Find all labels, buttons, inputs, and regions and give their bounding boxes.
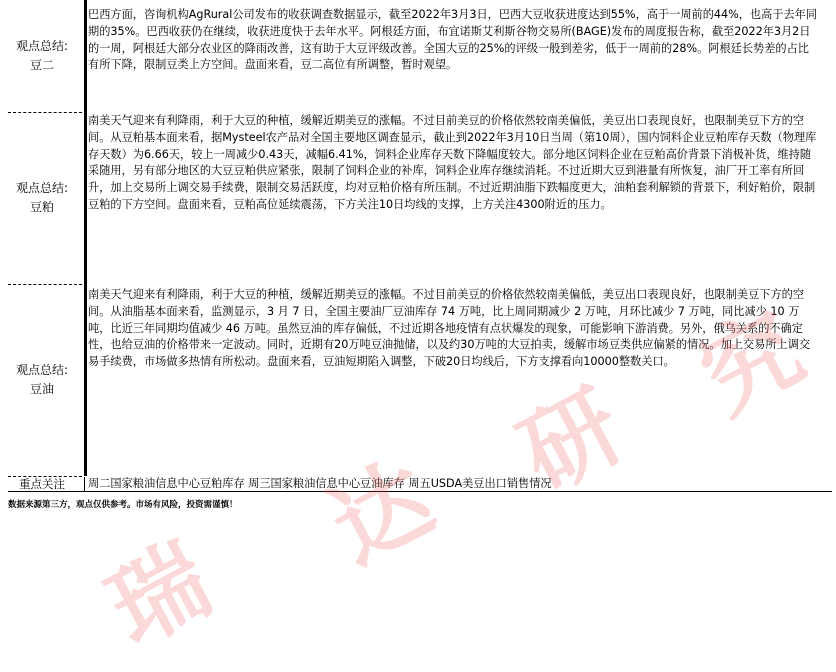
row-content: 南美天气迎来有利降雨，利于大豆的种植，缓解近期美豆的涨幅。不过目前美豆的价格依然较南美偏低，美豆出口表现良好，也限制美豆下方的空间。从豆粕基本面来看，据Mysteel农产品对全国主要地区调查显示，截止到2022年3月10日当周（第10周），国内饲料企业豆粕库存天数（物理库存天数）为6.66天，较上一周减少0.43天，减幅6.41%，饲料企业库存天数下降幅度较大。部分地区饲料企业在豆粕高价背景下消极补货，维持随采随用，另有部分地区的大豆豆粕供应紧张，限制了饲料企业的补库，饲料企业库存继续消耗。不过近期大豆到港量有所恢复，油厂开工率有所回升，加上交易所上调交易手续费，限制交易活跃度，均对豆粕价格有所压制。不过近期油脂下跌幅度更大，油粕套利解锁的背景下，利好粕价，限制豆粕的下方空间。盘面来看，豆粕高位延续震荡，下方关注10日均线的支撑，上方关注4300附近的压力。 [88,114,817,211]
row-label [0,284,84,476]
watermark-char: 究 [682,290,821,436]
label-line1: 观点总结: [15,363,69,377]
label-line1: 观点总结: [15,39,69,53]
row-separator [8,284,82,285]
label-line2: 豆二 [29,58,54,72]
label-line1: 重点关注 [19,476,65,491]
label-line1: 观点总结: [15,181,69,195]
row-label [0,0,84,112]
table-bottom-border [8,491,832,492]
label-line2: 豆油 [29,382,54,396]
row-content: 周二国家粮油信息中心豆粕库存 周三国家粮油信息中心豆油库存 周五USDA美豆出口销售情况 [88,477,552,490]
row-content: 巴西方面，咨询机构AgRural公司发布的收获调查数据显示，截至2022年3月3日，巴西大豆收获进度达到55%，高于一周前的44%，也高于去年同期的35%。巴西收获仍在继续，收获进度快于去年水平。阿根廷方面，布宜诺斯艾利斯谷物交易所(BAGE)发布的周度报告称，截至2022年3月2日的一周，阿根廷大部分农业区的降雨改善，这有助于大豆评级改善。全国大豆的25%的评级一般到差劣，低于一周前的28%。阿根廷长势差的占比有所下降，限制豆类上方空间。盘面来看，豆二高位有所调整，暂时观望。 [88,8,818,72]
row-content: 南美天气迎来有利降雨，利于大豆的种植，缓解近期美豆的涨幅。不过目前美豆的价格依然较南美偏低，美豆出口表现良好，也限制美豆下方的空间。从油脂基本面来看，监测显示，3 月 7 日，全国主要油厂豆油库存 74 万吨，比上周同期减少 2 万吨，月环比减少 7 万吨，同比减少 10 万吨，比近三年同期均值减少 46 万吨。虽然豆油的库存偏低，不过近期各地疫情有点状爆发的现象，可能影响下游消费。另外，俄乌关系的不确定性，也给豆油的价格带来一定波动。同时，近期有20万吨豆油抛储，以及约30万吨的大豆拍卖，缓解市场豆类供应偏紧的情况。加上交易所上调交易手续费，市场做多热情有所松动。盘面来看，豆油短期陷入调整，下破20日均线后，下方支撑看向10000整数关口。 [88,288,811,369]
row-soybean-2 [0,0,836,112]
row-label [0,476,84,492]
watermark-char: 研 [502,368,641,514]
column-divider [84,477,85,491]
label-line2: 豆粕 [29,200,54,214]
row-soybean-meal [0,112,836,284]
disclaimer-note: 数据来源第三方，观点仅供参考。市场有风险，投资需谨慎！ [8,500,238,510]
row-soybean-oil [0,284,836,476]
row-separator [8,112,82,113]
row-label [0,112,84,284]
watermark-char: 达 [312,440,451,586]
column-divider [84,0,87,476]
watermark-char: 瑞 [90,522,229,668]
row-separator [8,476,82,477]
row-focus [0,476,836,492]
